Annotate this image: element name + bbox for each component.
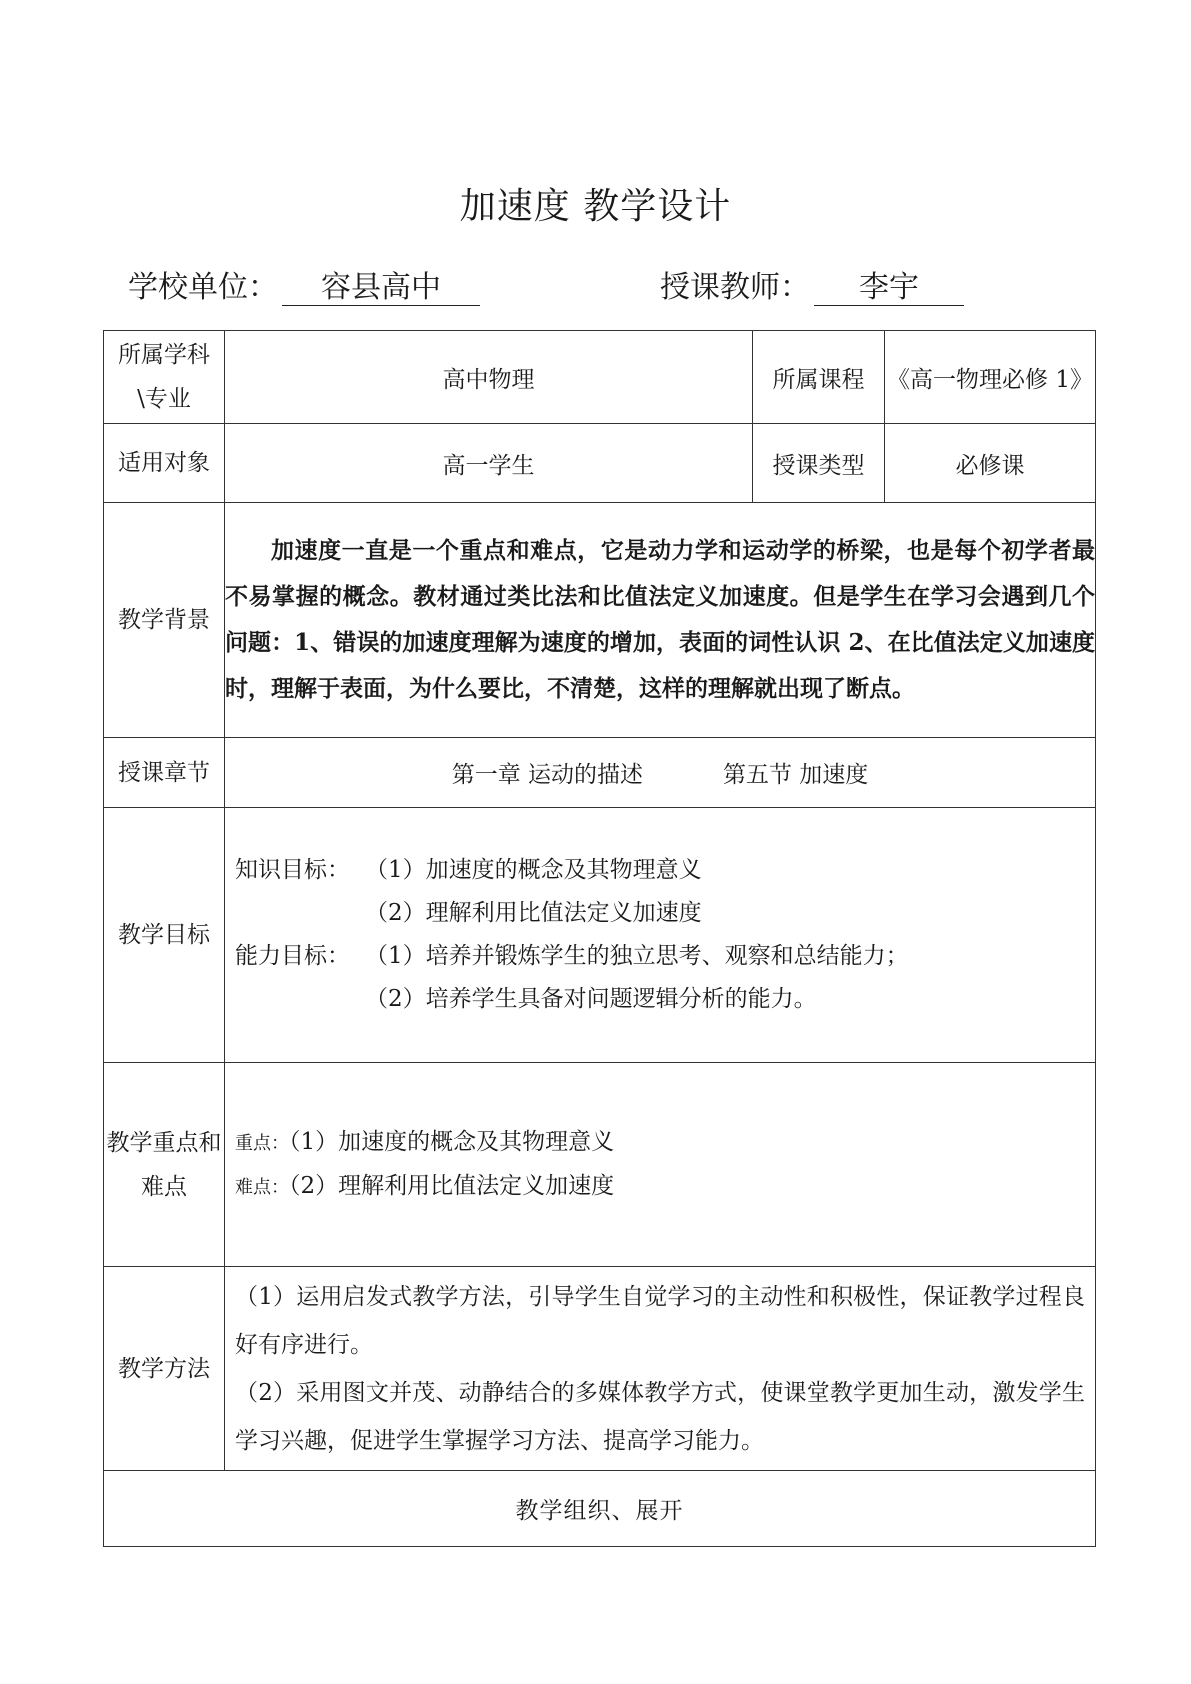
knowledge-goal-1: （1）加速度的概念及其物理意义	[365, 857, 702, 883]
ability-goal-2: （2）培养学生具备对问题逻辑分析的能力。	[365, 986, 817, 1012]
type-label: 授课类型	[753, 424, 885, 503]
course-label: 所属课程	[753, 331, 885, 424]
subject-value: 高中物理	[225, 331, 753, 424]
difficulty-text: （2）理解利用比值法定义加速度	[289, 1172, 615, 1199]
teacher-label: 授课教师：	[660, 270, 810, 305]
table-row	[104, 331, 1096, 424]
background-label: 教学背景	[104, 503, 225, 738]
keypoints-content	[225, 1063, 1096, 1267]
method-item-2: （2）采用图文并茂、动静结合的多媒体教学方式，使课堂教学更加生动，激发学生学习兴趣，促进学生掌握学习方法、提高学习能力。	[235, 1379, 1085, 1454]
subject-label: 所属学科\专业	[104, 331, 225, 424]
section-name: 第五节 加速度	[723, 762, 869, 788]
organization-title: 教学组织、展开	[104, 1471, 1096, 1547]
lesson-plan-table	[103, 330, 1096, 1547]
goals-content	[225, 808, 1096, 1063]
school-value: 容县高中	[282, 271, 480, 306]
table-row	[104, 1471, 1096, 1547]
goals-label: 教学目标	[104, 808, 225, 1063]
audience-label: 适用对象	[104, 424, 225, 503]
course-value: 《高一物理必修 1》	[885, 331, 1096, 424]
method-label: 教学方法	[104, 1267, 225, 1471]
table-row	[104, 424, 1096, 503]
audience-value: 高一学生	[225, 424, 753, 503]
chapter-label: 授课章节	[104, 738, 225, 808]
school-label: 学校单位：	[128, 270, 278, 305]
knowledge-goal-2: （2）理解利用比值法定义加速度	[365, 900, 702, 926]
key-point-prefix: 重点：	[235, 1132, 289, 1154]
key-point-text: （1）加速度的概念及其物理意义	[289, 1128, 615, 1155]
method-content	[225, 1267, 1096, 1471]
method-item-1: （1）运用启发式教学方法，引导学生自觉学习的主动性和积极性，保证教学过程良好有序进行。	[235, 1283, 1085, 1358]
type-value: 必修课	[885, 424, 1096, 503]
table-row	[104, 808, 1096, 1063]
background-text: 加速度一直是一个重点和难点，它是动力学和运动学的桥梁，也是每个初学者最不易掌握的概念。教材通过类比法和比值法定义加速度。但是学生在学习会遇到几个问题：1、错误的加速度理解为速度的增加，表面的词性认识 2、在比值法定义加速度时，理解于表面，为什么要比，不清楚，这样的理解就出现了断点。	[225, 503, 1096, 738]
ability-goal-1: （1）培养并锻炼学生的独立思考、观察和总结能力；	[365, 943, 909, 969]
chapter-value	[225, 738, 1096, 808]
table-row	[104, 503, 1096, 738]
table-row	[104, 1267, 1096, 1471]
difficulty-prefix: 难点：	[235, 1176, 289, 1198]
knowledge-goal-label: 知识目标：	[235, 857, 350, 883]
table-row	[104, 1063, 1096, 1267]
teacher-info	[660, 262, 964, 306]
table-row	[104, 738, 1096, 808]
chapter-name: 第一章 运动的描述	[451, 762, 643, 788]
keypoints-label: 教学重点和难点	[104, 1063, 225, 1267]
ability-goal-label: 能力目标：	[235, 943, 350, 969]
teacher-value: 李宇	[814, 271, 964, 306]
school-info	[128, 262, 480, 306]
document-title: 加速度 教学设计	[459, 186, 732, 227]
